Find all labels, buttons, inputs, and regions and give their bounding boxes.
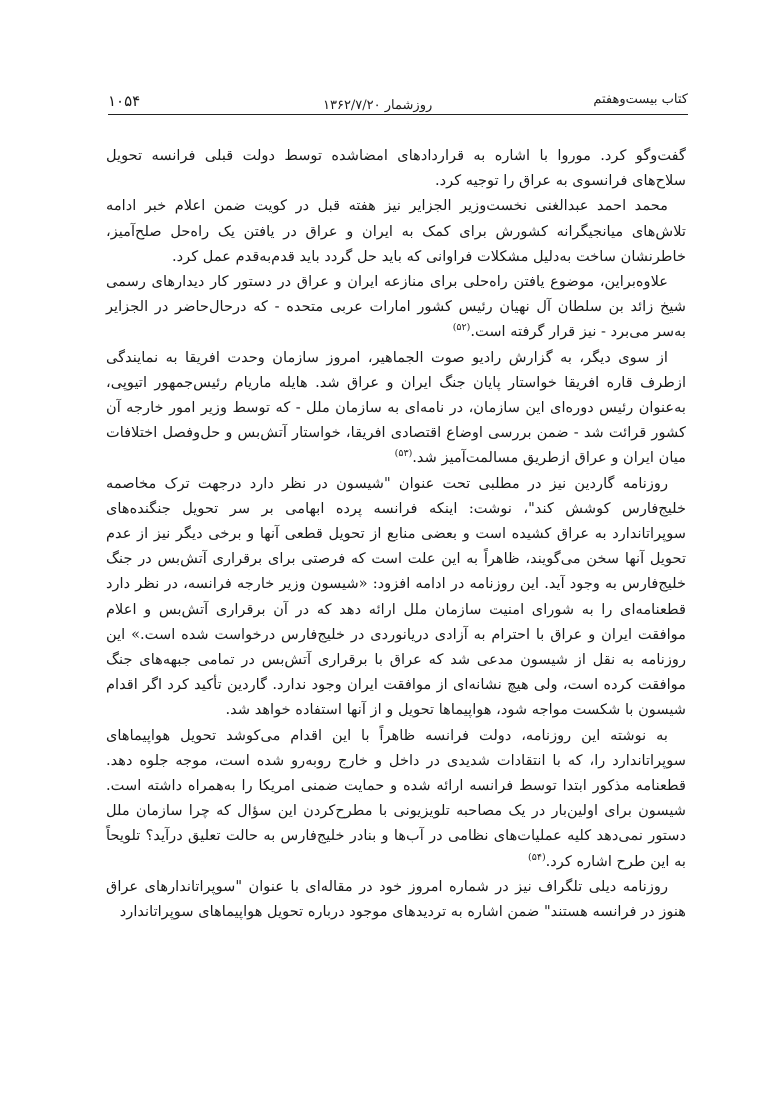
footnote-ref: (۵۳) bbox=[394, 448, 413, 460]
paragraph: روزنامه گاردین نیز در مطلبی تحت عنوان "شیسون در نظر دارد درجهت ترک مخاصمه خلیج‌فارس کوشش کند"، نوشت: اینکه فرانسه پرده ابهامی بر سر تحویل جنگنده‌های سوپراتاندارد به عراق کشیده است و بعضی منابع از تحویل قطعی آنها و برخی دیگر نیز از عدم تحویل آنها سخن می‌گویند، ظاهراً به این علت است که فرصتی برای برقراری آتش‌بس در جنگ خلیج‌فارس به وجود آید. این روزنامه در ادامه افزود: «شیسون وزیر خارجه فرانسه، در نظر دارد قطعنامه‌ای را به شورای امنیت سازمان ملل ارائه دهد که در آن برقراری آتش‌بس و اعلام موافقت ایران و عراق با احترام به آزادی دریانوردی در خلیج‌فارس درخواست شده است.» این روزنامه به نقل از شیسون مدعی شد که عراق با برقراری آتش‌بس در تمامی جبهه‌های جنگ موافقت کرده است، ولی هیچ نشانه‌ای از موافقت ایران وجود ندارد. گاردین تأکید کرد اگر اقدام شیسون با شکست مواجه شود، هواپیماها تحویل و از آنها استفاده خواهد شد. bbox=[106, 474, 686, 719]
paragraph: محمد احمد عبدالغنی نخست‌وزیر الجزایر نیز هفته قبل در کویت ضمن اعلام خبر ادامه تلاش‌های میانجیگرانه کشورش برای کمک به ایران و عراق در یافتن یک راه‌حل صلح‌آمیز، خاطرنشان ساخت به‌دلیل مشکلات فراوانی که باید حل گردد باید قدم‌به‌قدم عمل کرد. bbox=[106, 197, 686, 265]
paragraph: به نوشته این روزنامه، دولت فرانسه ظاهراً با این اقدام می‌کوشد تحویل هواپیماهای سوپراتاندارد را، که با انتقادات شدیدی در داخل و خارج روبه‌رو شده است، موجه جلوه دهد. قطعنامه مذکور ابتدا توسط فرانسه ارائه شده و حمایت ضمنی امریکا را به‌همراه داشته است. شیسون برای اولین‌بار در یک مصاحبه تلویزیونی با مطرح‌کردن این سؤال که چرا سازمان ملل دستور نمی‌دهد کلیه عملیات‌های نظامی در آب‌ها و بنادر خلیج‌فارس به حالت تعلیق درآید؟ تلویحاً به این طرح اشاره کرد.$^{(۵۴)}$ bbox=[106, 726, 686, 870]
paragraph: علاوه‌براین، موضوع یافتن راه‌حلی برای منازعه ایران و عراق در دستور کار دیدارهای رسمی شیخ زائد بن سلطان آل نهیان رئیس کشور امارات عربی متحده - که درحال‌حاضر در الجزایر به‌سر می‌برد - نیز قرار گرفته است.$^{(۵۲)}$ bbox=[106, 273, 686, 341]
date-label: روزشمار ۱۳۶۲/۷/۲۰ bbox=[323, 98, 433, 113]
header-rule bbox=[108, 114, 688, 115]
footnote-ref: (۵۲) bbox=[452, 322, 471, 334]
paragraph: روزنامه دیلی تلگراف نیز در شماره امروز خود در مقاله‌ای با عنوان "سوپراتاندارهای عراق هنوز در فرانسه هستند" ضمن اشاره به تردیدهای موجود درباره تحویل هواپیماهای سوپراتاندارد bbox=[106, 877, 686, 921]
running-header bbox=[108, 92, 688, 122]
page-number: ۱۰۵۴ bbox=[108, 92, 141, 110]
body-text bbox=[106, 143, 686, 924]
book-title: کتاب بیست‌وهفتم bbox=[593, 92, 688, 107]
footnote-ref: (۵۴) bbox=[528, 851, 546, 863]
paragraph: گفت‌وگو کرد. موروا با اشاره به قراردادهای امضاشده توسط دولت قبلی فرانسه تحویل سلاح‌های فرانسوی به عراق را توجیه کرد. bbox=[106, 147, 686, 190]
paragraph: از سوی دیگر، به گزارش رادیو صوت الجماهیر، امروز سازمان وحدت افریقا به نمایندگی ازطرف قاره افریقا خواستار پایان جنگ ایران و عراق شد. هایله ماریام رئیس‌جمهور اتیوپی، به‌عنوان رئیس دوره‌ای این سازمان، در نامه‌ای به سازمان ملل - که توسط وزیر امور خارجه آن کشور قرائت شد - ضمن بررسی اوضاع اقتصادی افریقا، خواستار آتش‌بس و حل‌وفصل اختلافات میان ایران و عراق ازطریق مسالمت‌آمیز شد.$^{(۵۳)}$ bbox=[106, 348, 686, 467]
